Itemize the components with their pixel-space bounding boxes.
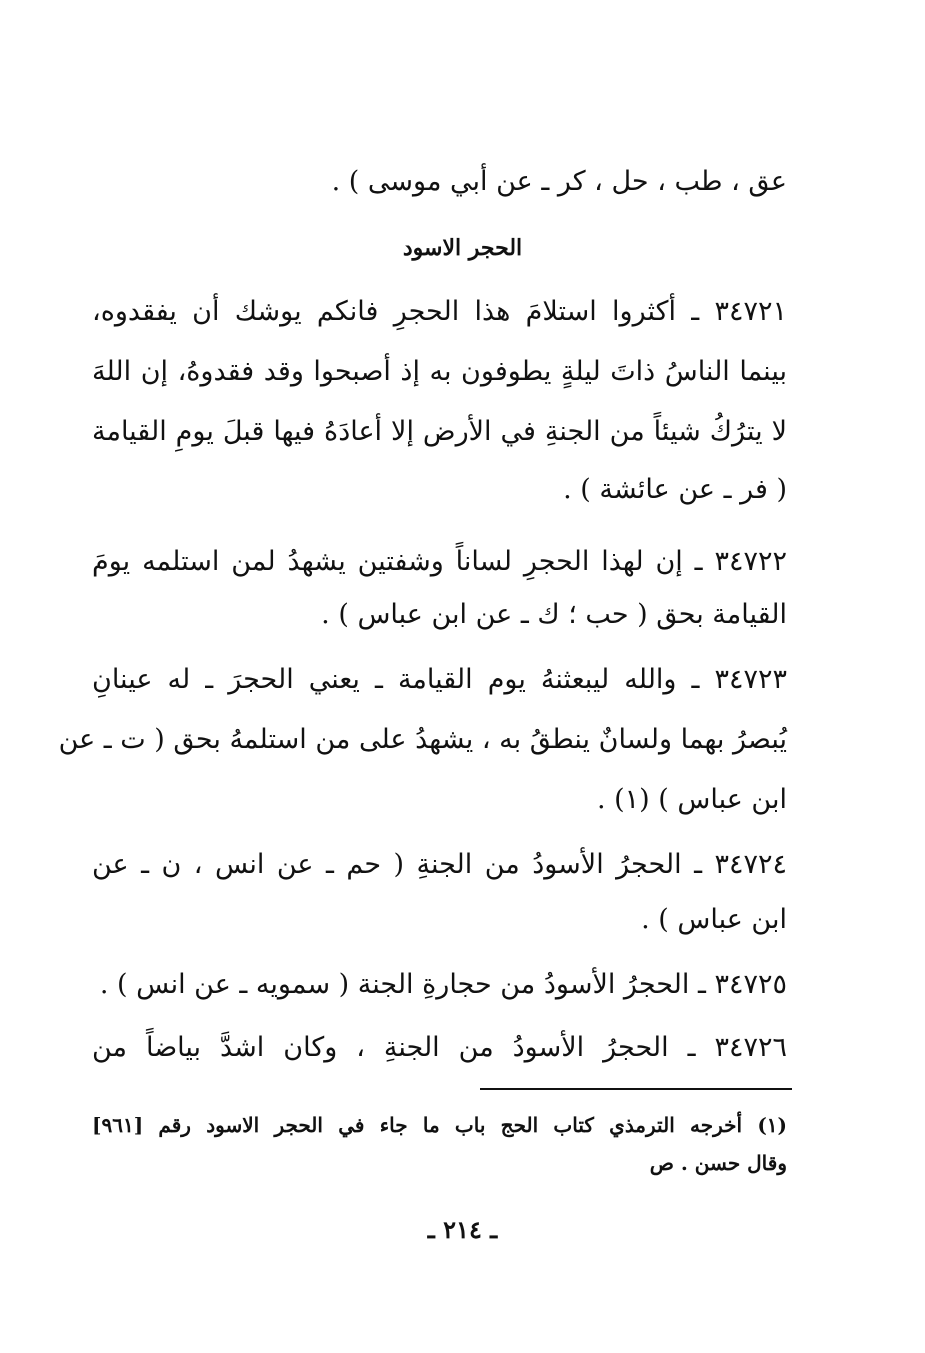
page-number: ـ ٢١٤ ـ (427, 1215, 498, 1244)
hadith-34726-line-1: ٣٤٧٢٦ ـ الحجرُ الأسودُ من الجنةِ ، وكان اشدَّ بياضاً من (92, 1032, 787, 1063)
hadith-34723-line-3: ابن عباس ) (١) . (596, 784, 787, 815)
footnote-separator (480, 1088, 792, 1090)
text-line-1: عق ، طب ، حل ، كر ـ عن أبي موسى ) . (331, 166, 787, 197)
hadith-34725-line: ٣٤٧٢٥ ـ الحجرُ الأسودُ من حجارةِ الجنة ( سمويه ـ عن انس ) . (99, 969, 787, 1000)
hadith-34724-line-2: ابن عباس ) . (641, 904, 787, 935)
hadith-34721-line-4: ( فر ـ عن عائشة ) . (563, 474, 787, 505)
hadith-34722-line-2: القيامة بحق ( حب ؛ ك ـ عن ابن عباس ) . (321, 599, 787, 630)
hadith-34722-line-1: ٣٤٧٢٢ ـ إن لهذا الحجرِ لساناً وشفتين يشهدُ لمن استلمه يومَ (92, 546, 787, 577)
footnote-line-2: وقال حسن . ص (649, 1151, 787, 1175)
hadith-34721-line-3: لا يترُكُ شيئاً من الجنةِ في الأرض إلا أعادَهُ فيها قبلَ يومِ القيامة (92, 416, 787, 447)
section-heading: الحجر الاسود (402, 235, 523, 261)
hadith-34724-line-1: ٣٤٧٢٤ ـ الحجرُ الأسودُ من الجنةِ ( حم ـ عن انس ، ن ـ عن (92, 849, 787, 880)
footnote-line-1: (١) أخرجه الترمذي كتاب الحج باب ما جاء في الحجر الاسود رقم [٩٦١] (92, 1113, 787, 1137)
hadith-34723-line-2: يُبصرُ بهما ولسانٌ ينطقُ به ، يشهدُ على من استلمهُ بحق ( ت ـ عن (58, 724, 787, 755)
hadith-34721-line-1: ٣٤٧٢١ ـ أكثروا استلامَ هذا الحجرِ فانكم يوشك أن يفقدوه، (92, 296, 787, 327)
hadith-34721-line-2: بينما الناسُ ذاتَ ليلةٍ يطوفون به إذ أصبحوا وقد فقدوهُ، إن اللهَ (92, 356, 787, 387)
hadith-34723-line-1: ٣٤٧٢٣ ـ والله ليبعثنهُ يوم القيامة ـ يعني الحجرَ ـ له عينانِ (92, 664, 787, 695)
